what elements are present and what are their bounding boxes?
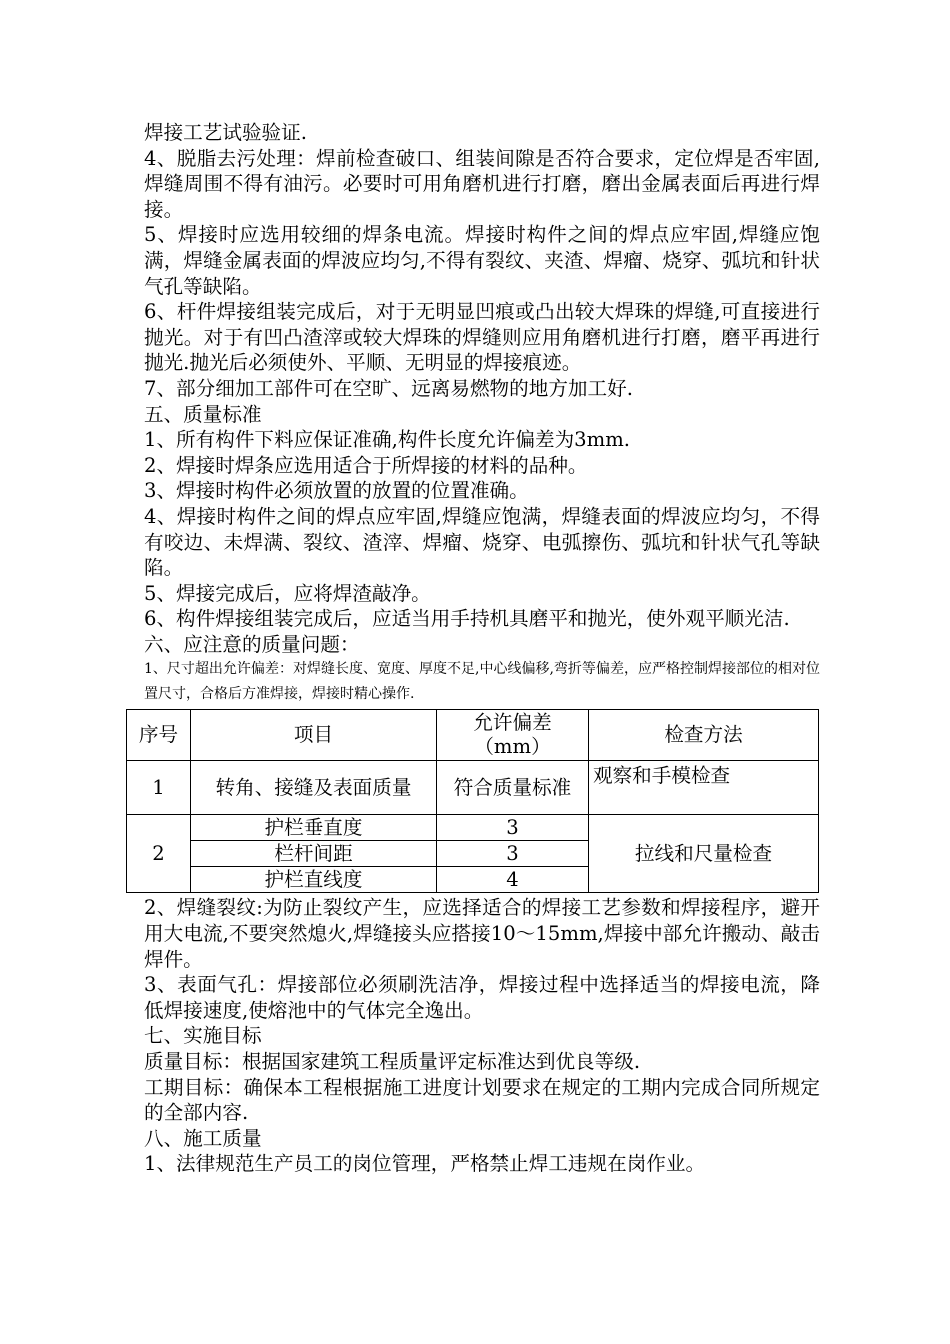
paragraph: 4、脱脂去污处理：焊前检查破口、组装间隙是否符合要求，定位焊是否牢固,焊缝周围不得有油污。必要时可用角磨机进行打磨，磨出金属表面后再进行焊接。 — [144, 146, 820, 221]
paragraph: 6、杆件焊接组装完成后，对于无明显凹痕或凸出较大焊珠的焊缝,可直接进行抛光。对于有凹凸渣滓或较大焊珠的焊缝则应用角磨机进行打磨，磨平再进行抛光.抛光后必须使外、平顺、无明显的焊接痕迹。 — [144, 300, 820, 375]
header-cell: 允许偏差（mm） — [437, 710, 589, 761]
paragraph: 7、部分细加工部件可在空旷、远离易燃物的地方加工好. — [144, 376, 633, 400]
paragraph: 3、焊接时构件必须放置的放置的位置准确。 — [144, 479, 529, 503]
method-cell: 观察和手模检查 — [589, 761, 819, 815]
paragraph: 工期目标：确保本工程根据施工进度计划要求在规定的工期内完成合同所规定的全部内容. — [144, 1075, 820, 1125]
header-cell: 检查方法 — [589, 710, 819, 761]
paragraph: 质量目标：根据国家建筑工程质量评定标准达到优良等级. — [144, 1050, 641, 1074]
item-cell: 护栏直线度 — [191, 867, 437, 893]
tolerance-cell: 4 — [437, 867, 589, 893]
table-row — [127, 815, 819, 841]
row-number-cell: 2 — [127, 815, 191, 893]
paragraph: 2、焊接时焊条应选用适合于所焊接的材料的品种。 — [144, 453, 588, 477]
item-cell: 护栏垂直度 — [191, 815, 437, 841]
paragraph: 6、构件焊接组装完成后，应适当用手持机具磨平和抛光，使外观平顺光洁. — [144, 607, 790, 631]
method-cell: 拉线和尺量检查 — [589, 815, 819, 893]
table-header-row — [127, 710, 819, 761]
item-cell: 栏杆间距 — [191, 841, 437, 867]
paragraph: 1、所有构件下料应保证准确,构件长度允许偏差为3mm. — [144, 428, 631, 452]
document-page — [138, 120, 820, 1177]
tolerance-cell: 3 — [437, 841, 589, 867]
header-cell: 项目 — [191, 710, 437, 761]
section-heading: 五、质量标准 — [144, 402, 262, 426]
paragraph: 3、表面气孔：焊接部位必须刷洗洁净，焊接过程中选择适当的焊接电流，降低焊接速度,使熔池中的气体完全逸出。 — [144, 973, 820, 1022]
paragraph: 5、焊接完成后，应将焊渣敲净。 — [144, 581, 431, 605]
tolerance-cell: 3 — [437, 815, 589, 841]
tolerance-cell: 符合质量标准 — [437, 761, 589, 815]
paragraph: 1、法律规范生产员工的岗位管理，严格禁止焊工违规在岗作业。 — [144, 1152, 706, 1176]
row-number-cell: 1 — [127, 761, 191, 815]
paragraph: 4、焊接时构件之间的焊点应牢固,焊缝应饱满，焊缝表面的焊波应均匀，不得有咬边、未焊满、裂纹、渣滓、焊瘤、烧穿、电弧擦伤、弧坑和针状气孔等缺陷。 — [144, 504, 820, 580]
paragraph: 2、焊缝裂纹:为防止裂纹产生，应选择适合的焊接工艺参数和焊接程序，避开用大电流,不要突然熄火,焊缝接头应搭接10～15mm,焊接中部允许搬动、敲击焊件。 — [144, 896, 820, 971]
paragraph: 焊接工艺试验验证. — [144, 121, 307, 144]
quality-table — [126, 709, 819, 893]
section-heading: 八、施工质量 — [144, 1126, 262, 1150]
section-heading: 六、应注意的质量问题： — [144, 632, 360, 656]
paragraph: 5、焊接时应选用较细的焊条电流。焊接时构件之间的焊点应牢固,焊缝应饱满，焊缝金属表面的焊波应均匀,不得有裂纹、夹渣、焊瘤、烧穿、弧坑和针状气孔等缺陷。 — [144, 223, 820, 298]
small-note: 1、尺寸超出允许偏差：对焊缝长度、宽度、厚度不足,中心线偏移,弯折等偏差，应严格控制焊接部位的相对位置尺寸，合格后方准焊接，焊接时精心操作. — [144, 661, 820, 702]
header-cell: 序号 — [127, 710, 191, 761]
table-row — [127, 761, 819, 815]
section-heading: 七、实施目标 — [144, 1024, 262, 1048]
item-cell: 转角、接缝及表面质量 — [191, 761, 437, 815]
